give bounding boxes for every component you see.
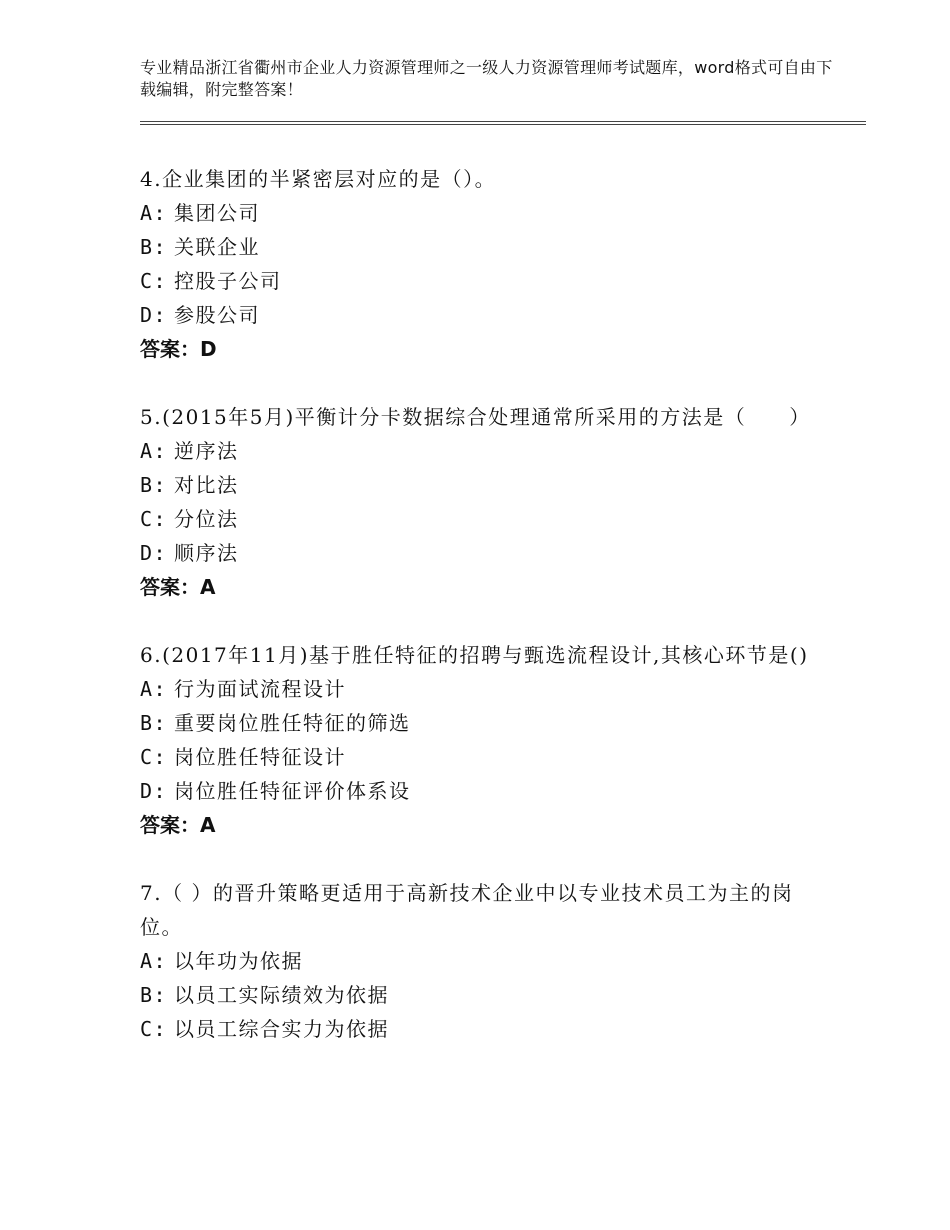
option-letter: C:: [140, 507, 168, 531]
option-d: [140, 298, 820, 332]
option-c: [140, 502, 820, 536]
option-letter: D:: [140, 303, 168, 327]
document-header: 专业精品浙江省衢州市企业人力资源管理师之一级人力资源管理师考试题库，word格式可自由下载编辑，附完整答案！: [140, 58, 833, 99]
answer-line: 答案：A: [140, 575, 216, 599]
header-divider-double: [140, 124, 866, 125]
option-letter: A:: [140, 439, 168, 463]
answer-line: 答案：D: [140, 337, 217, 361]
option-letter: A:: [140, 949, 168, 973]
question-6: [140, 638, 820, 842]
question-7: [140, 876, 820, 1046]
option-text: 行为面试流程设计: [174, 677, 346, 701]
question-stem: 4.企业集团的半紧密层对应的是（）。: [140, 167, 497, 191]
question-stem: 5.(2015年5月)平衡计分卡数据综合处理通常所采用的方法是（ ）: [140, 405, 811, 429]
option-letter: B:: [140, 235, 168, 259]
option-c: [140, 740, 820, 774]
option-text: 参股公司: [174, 303, 260, 327]
header-divider: [140, 121, 866, 122]
option-b: [140, 978, 820, 1012]
option-text: 分位法: [174, 507, 239, 531]
option-a: [140, 434, 820, 468]
option-letter: C:: [140, 269, 168, 293]
question-list: [140, 162, 820, 1080]
option-c: [140, 264, 820, 298]
option-text: 重要岗位胜任特征的筛选: [174, 711, 411, 735]
option-letter: D:: [140, 779, 168, 803]
option-a: [140, 944, 820, 978]
option-letter: B:: [140, 473, 168, 497]
question-stem: 6.(2017年11月)基于胜任特征的招聘与甄选流程设计,其核心环节是(): [140, 643, 809, 667]
option-a: [140, 196, 820, 230]
option-c: [140, 1012, 820, 1046]
option-text: 控股子公司: [174, 269, 282, 293]
option-d: [140, 536, 820, 570]
option-text: 对比法: [174, 473, 239, 497]
option-a: [140, 672, 820, 706]
option-b: [140, 468, 820, 502]
option-b: [140, 706, 820, 740]
option-text: 顺序法: [174, 541, 239, 565]
option-text: 岗位胜任特征设计: [174, 745, 346, 769]
option-letter: C:: [140, 745, 168, 769]
option-letter: B:: [140, 983, 168, 1007]
option-d: [140, 774, 820, 808]
option-text: 以年功为依据: [174, 949, 303, 973]
option-letter: B:: [140, 711, 168, 735]
option-text: 逆序法: [174, 439, 239, 463]
option-text: 岗位胜任特征评价体系设: [174, 779, 411, 803]
option-letter: A:: [140, 677, 168, 701]
answer-line: 答案：A: [140, 813, 216, 837]
option-text: 关联企业: [174, 235, 260, 259]
question-stem: 7.（ ）的晋升策略更适用于高新技术企业中以专业技术员工为主的岗位。: [140, 881, 794, 939]
option-text: 以员工实际绩效为依据: [174, 983, 389, 1007]
option-text: 以员工综合实力为依据: [174, 1017, 389, 1041]
question-4: [140, 162, 820, 366]
option-letter: D:: [140, 541, 168, 565]
option-letter: A:: [140, 201, 168, 225]
option-text: 集团公司: [174, 201, 260, 225]
option-letter: C:: [140, 1017, 168, 1041]
option-b: [140, 230, 820, 264]
question-5: [140, 400, 820, 604]
